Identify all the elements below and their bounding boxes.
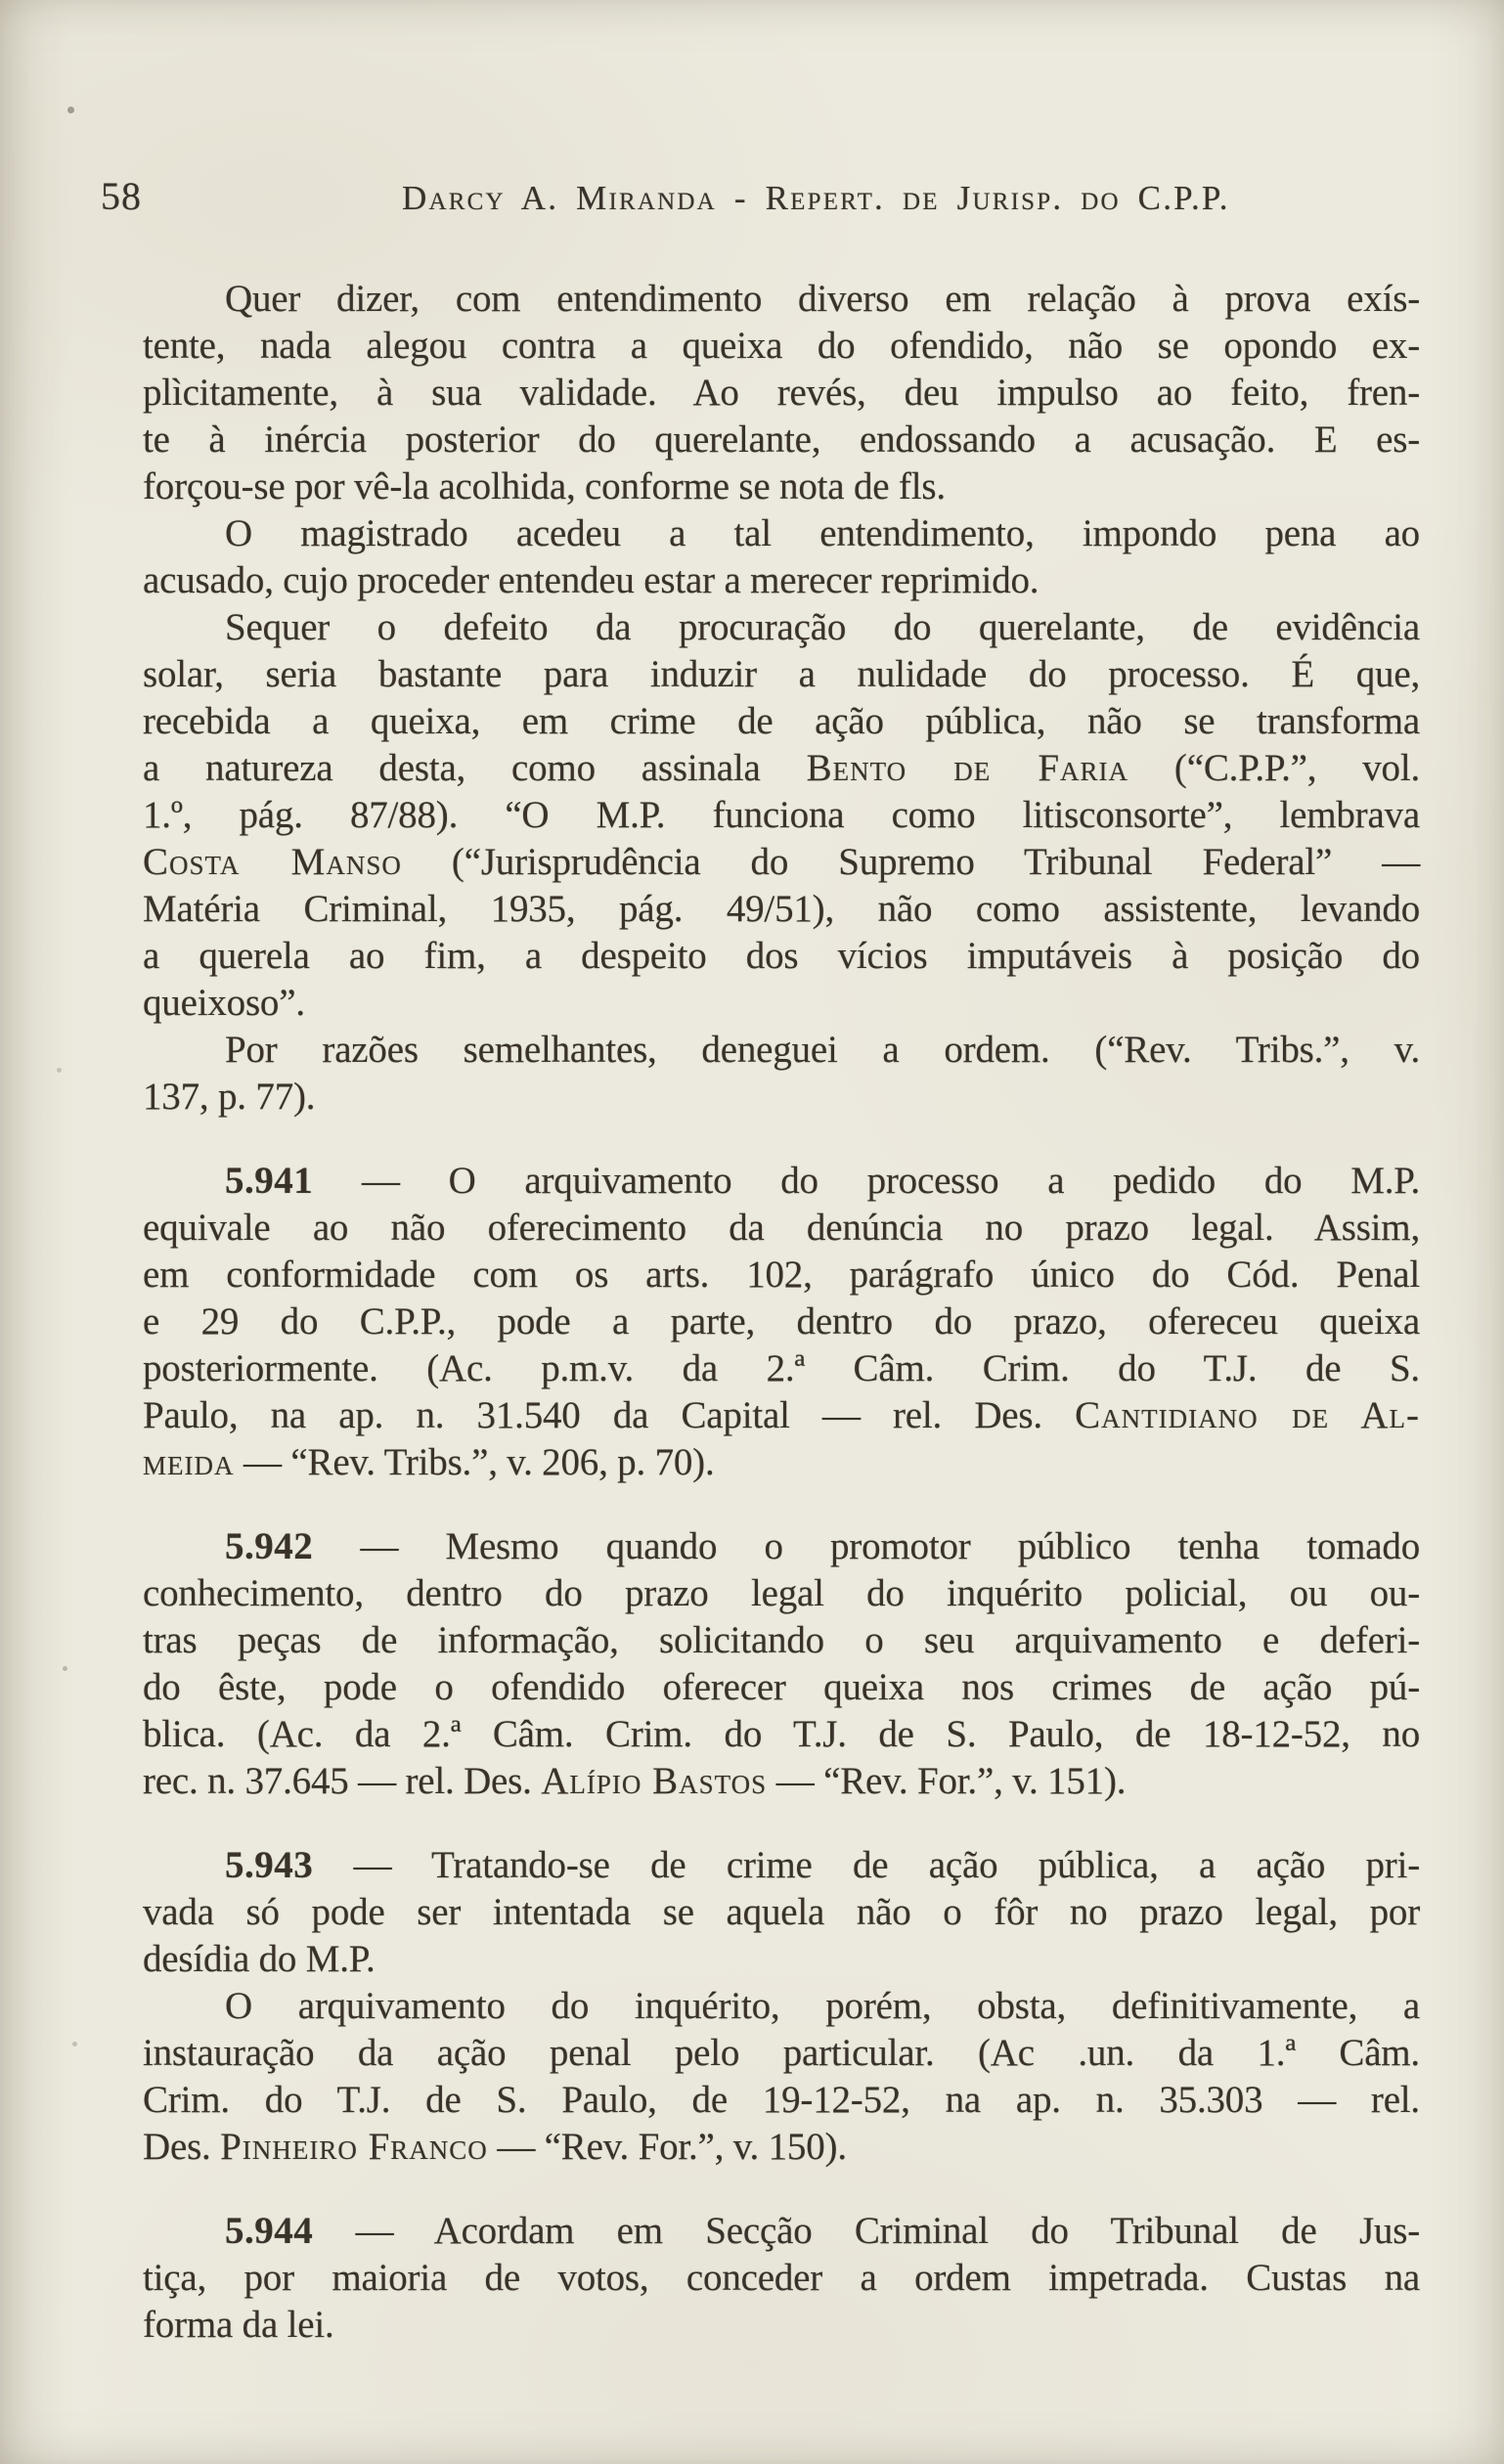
text-line <box>143 370 1420 417</box>
running-title: Darcy A. Miranda - Repert. de Jurisp. do C.P.P. <box>402 179 1230 217</box>
text-segment: 137, p. 77). <box>143 1076 316 1118</box>
text-segment: Paulo, na ap. n. 31.540 da Capital — rel. Des. <box>143 1394 1076 1436</box>
text-segment: — “Rev. For.”, v. 151). <box>767 1760 1127 1802</box>
text-line <box>143 1345 1420 1392</box>
text-line <box>143 1842 1420 1889</box>
page-header <box>0 173 1504 219</box>
text-segment: — Mesmo quando o promotor público tenha tomado <box>313 1525 1420 1567</box>
text-segment: O magistrado acedeu a tal entendimento, impondo pena ao <box>225 512 1420 554</box>
text-segment: tente, nada alegou contra a queixa do ofendido, não se opondo ex- <box>143 325 1420 367</box>
text-segment: (“Jurisprudência do Supremo Tribunal Federal” — <box>401 841 1421 883</box>
text-line <box>143 698 1420 745</box>
text-line <box>143 1074 1420 1121</box>
smallcaps-name: Cantidiano de Al- <box>1075 1394 1420 1436</box>
text-segment: Sequer o defeito da procuração do querelante, de evidência <box>225 606 1420 648</box>
text-line <box>143 604 1420 651</box>
text-line <box>143 557 1420 604</box>
text-segment: — O arquivamento do processo a pedido do M.P. <box>313 1160 1420 1202</box>
text-segment: do êste, pode o ofendido oferecer queixa nos crimes de ação pú- <box>143 1666 1420 1708</box>
text-line <box>143 2302 1420 2349</box>
text-segment: — “Rev. For.”, v. 150). <box>487 2126 847 2168</box>
text-line <box>143 1523 1420 1570</box>
text-line <box>143 1664 1420 1711</box>
entry-number: 5.942 <box>225 1525 314 1567</box>
smallcaps-name: Bento de Faria <box>806 747 1129 789</box>
text-line <box>143 839 1420 886</box>
text-line <box>143 2124 1420 2171</box>
text-line <box>143 417 1420 463</box>
text-line <box>143 1439 1420 1486</box>
text-segment: tiça, por maioria de votos, conceder a ordem impetrada. Custas na <box>143 2257 1420 2299</box>
text-segment: Quer dizer, com entendimento diverso em relação à prova exís- <box>225 278 1420 320</box>
text-line <box>143 980 1420 1027</box>
text-segment: queixoso”. <box>143 982 305 1024</box>
paragraph-entry-5943-cont <box>143 1983 1420 2171</box>
text-line <box>143 510 1420 557</box>
text-segment: — Tratando-se de crime de ação pública, a ação pri- <box>313 1844 1420 1886</box>
text-segment: — Acordam em Secção Criminal do Tribunal de Jus- <box>313 2210 1420 2252</box>
text-segment: acusado, cujo proceder entendeu estar a merecer reprimido. <box>143 559 1040 601</box>
text-line <box>143 463 1420 510</box>
paragraph-entry-5944 <box>143 2208 1420 2349</box>
text-line <box>143 2208 1420 2255</box>
text-line <box>143 1617 1420 1664</box>
smallcaps-name: Pinheiro Franco <box>220 2126 488 2168</box>
text-segment: recebida a queixa, em crime de ação pública, não se transforma <box>143 700 1420 742</box>
smallcaps-name: meida <box>143 1441 235 1483</box>
text-segment: Crim. do T.J. de S. Paulo, de 19-12-52, na ap. n. 35.303 — rel. <box>143 2079 1420 2121</box>
text-line <box>143 651 1420 698</box>
text-line <box>143 1027 1420 1074</box>
text-segment: instauração da ação penal pelo particular. (Ac .un. da 1.ª Câm. <box>143 2032 1420 2074</box>
text-segment: (“C.P.P.”, vol. <box>1128 747 1420 789</box>
text-segment: blica. (Ac. da 2.ª Câm. Crim. do T.J. de S. Paulo, de 18-12-52, no <box>143 1713 1420 1755</box>
entry-number: 5.944 <box>225 2210 314 2252</box>
body-text <box>143 276 1420 2349</box>
paragraph-intro-4 <box>143 1027 1420 1121</box>
text-segment: posteriormente. (Ac. p.m.v. da 2.ª Câm. Crim. do T.J. de S. <box>143 1347 1420 1389</box>
text-segment: Por razões semelhantes, deneguei a ordem. (“Rev. Tribs.”, v. <box>225 1029 1420 1071</box>
paragraph-intro-3 <box>143 604 1420 1027</box>
text-segment: Des. <box>143 2126 221 2168</box>
text-segment: rec. n. 37.645 — rel. Des. <box>143 1760 542 1802</box>
text-line <box>143 1392 1420 1439</box>
paragraph-intro-2 <box>143 510 1420 604</box>
text-line <box>143 933 1420 980</box>
text-segment: plìcitamente, à sua validade. Ao revés, deu impulso ao feito, fren- <box>143 372 1420 414</box>
text-segment: desídia do M.P. <box>143 1938 376 1980</box>
paragraph-entry-5943 <box>143 1842 1420 1983</box>
text-line <box>143 2255 1420 2302</box>
text-line <box>143 886 1420 933</box>
text-line <box>143 745 1420 792</box>
text-segment: forçou-se por vê-la acolhida, conforme se nota de fls. <box>143 465 946 507</box>
text-line <box>143 1252 1420 1298</box>
scan-speck-marks <box>0 0 5 5</box>
text-line <box>143 1570 1420 1617</box>
page-number: 58 <box>101 174 142 218</box>
text-segment: a natureza desta, como assinala <box>143 747 807 789</box>
text-line <box>143 323 1420 370</box>
text-segment: tras peças de informação, solicitando o seu arquivamento e deferi- <box>143 1619 1420 1661</box>
text-line <box>143 1758 1420 1805</box>
text-line <box>143 1298 1420 1345</box>
text-segment: em conformidade com os arts. 102, parágrafo único do Cód. Penal <box>143 1254 1420 1296</box>
text-line <box>143 1936 1420 1983</box>
entry-number: 5.943 <box>225 1844 314 1886</box>
text-line <box>143 792 1420 839</box>
text-segment: equivale ao não oferecimento da denúncia no prazo legal. Assim, <box>143 1207 1420 1249</box>
text-segment: vada só pode ser intentada se aquela não o fôr no prazo legal, por <box>143 1891 1420 1933</box>
text-line <box>143 2030 1420 2077</box>
text-segment: e 29 do C.P.P., pode a parte, dentro do prazo, ofereceu queixa <box>143 1300 1420 1342</box>
text-line <box>143 1889 1420 1936</box>
text-segment: 1.º, pág. 87/88). “O M.P. funciona como litisconsorte”, lembrava <box>143 794 1420 836</box>
paragraph-entry-5942 <box>143 1523 1420 1805</box>
text-line <box>143 1711 1420 1758</box>
text-segment: a querela ao fim, a despeito dos vícios imputáveis à posição do <box>143 935 1420 977</box>
text-line <box>143 1983 1420 2030</box>
text-segment: conhecimento, dentro do prazo legal do inquérito policial, ou ou- <box>143 1572 1420 1614</box>
text-segment: solar, seria bastante para induzir a nulidade do processo. É que, <box>143 653 1420 695</box>
text-segment: — “Rev. Tribs.”, v. 206, p. 70). <box>234 1441 715 1483</box>
text-line <box>143 2077 1420 2124</box>
text-segment: O arquivamento do inquérito, porém, obsta, definitivamente, a <box>225 1985 1420 2027</box>
entry-number: 5.941 <box>225 1160 314 1202</box>
paragraph-entry-5941 <box>143 1158 1420 1486</box>
text-line <box>143 276 1420 323</box>
smallcaps-name: Costa Manso <box>143 841 402 883</box>
paragraph-intro-1 <box>143 276 1420 510</box>
text-line <box>143 1205 1420 1252</box>
text-segment: te à inércia posterior do querelante, endossando a acusação. E es- <box>143 418 1420 461</box>
text-segment: Matéria Criminal, 1935, pág. 49/51), não como assistente, levando <box>143 888 1420 930</box>
text-segment: forma da lei. <box>143 2304 334 2346</box>
smallcaps-name: Alípio Bastos <box>541 1760 768 1802</box>
text-line <box>143 1158 1420 1205</box>
